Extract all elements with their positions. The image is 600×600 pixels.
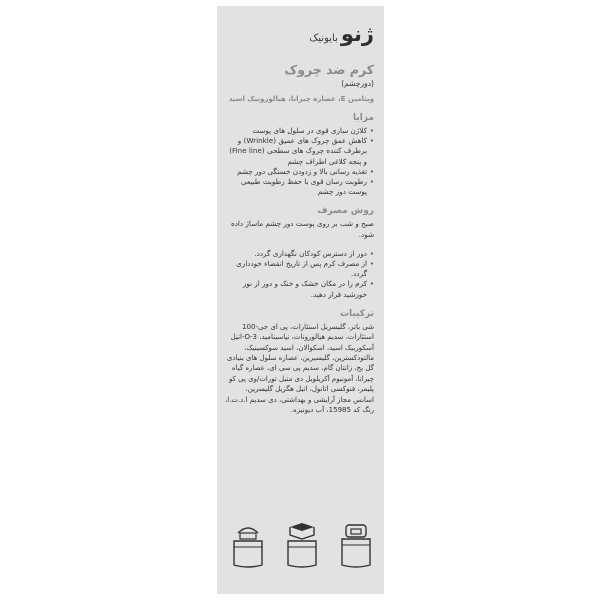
brand-mark: ژنو	[340, 22, 374, 46]
product-box-side	[217, 6, 384, 594]
brand-sub: بایونیک	[309, 33, 338, 44]
pump-open-icon	[228, 521, 268, 569]
composition-heading: ترکیبات	[340, 308, 374, 319]
benefits-heading: مزایا	[352, 113, 374, 123]
list-item: • از مصرف کرم پس از تاریخ انقضاء خودداری گردد.	[225, 259, 374, 279]
list-item: • کاهش عمق چروک های عمیق (Wrinkle) و برطرف کننده چروک های سطحی (Fine line) و پنجه کلاغی اطراف چشم	[225, 136, 374, 167]
list-item: • تغذیه رسانی بالا و زدودن خستگی دور چشم	[225, 167, 374, 177]
pump-tube-icon	[338, 521, 374, 569]
list-item: • کلاژن سازی قوی در سلول های پوست	[225, 126, 374, 136]
brand-logo	[225, 22, 374, 46]
product-title: کرم ضد چروک	[284, 62, 374, 77]
key-ingredients: ویتامین E، عصاره چیرانا، هیالورونیک اسید	[228, 95, 374, 103]
composition-text: شی باتر، گلیسریل استئارات، پی ای جی-100 استئارات، سدیم هیالورونات، نیاسینامید، 3-O-اتیل آسکوربیک اسید، اسکوالان، اسید سوکسینیک، مالتودکسترین، گلیسیرین، عصاره سلول های بنیادی گل یخ، زانتان گام، سدیم پی سی ای، عصاره گیاه چیرانا، آمونیوم آکریلویل دی متیل تورات/وی پی کو پلیمر، فنوکسی اتانول، اتیل هگزیل گلیسرین، اسانس مجاز آرایشی و بهداشتی، دی سدیم ا.د.ت.ا، رنگ کد 15985، آب دیونیزه.	[225, 322, 374, 415]
list-item: • کرم را در مکان خشک و خنک و دور از نور خورشید قرار دهید.	[225, 279, 374, 299]
pump-press-icon	[282, 521, 322, 569]
usage-text: صبح و شب بر روی پوست دور چشم ماساژ داده شود.	[230, 219, 374, 239]
warnings-list	[225, 249, 374, 300]
benefits-list	[225, 126, 374, 197]
usage-icons	[217, 521, 384, 581]
usage-heading: روش مصرف	[317, 206, 374, 217]
product-subtitle: (دورچشم)	[341, 79, 374, 88]
list-item: • رطوبت رسان قوی با حفظ رطوبت طبیعی پوست دور چشم	[225, 177, 374, 197]
list-item: • دور از دسترس کودکان نگهداری گردد.	[225, 249, 374, 259]
